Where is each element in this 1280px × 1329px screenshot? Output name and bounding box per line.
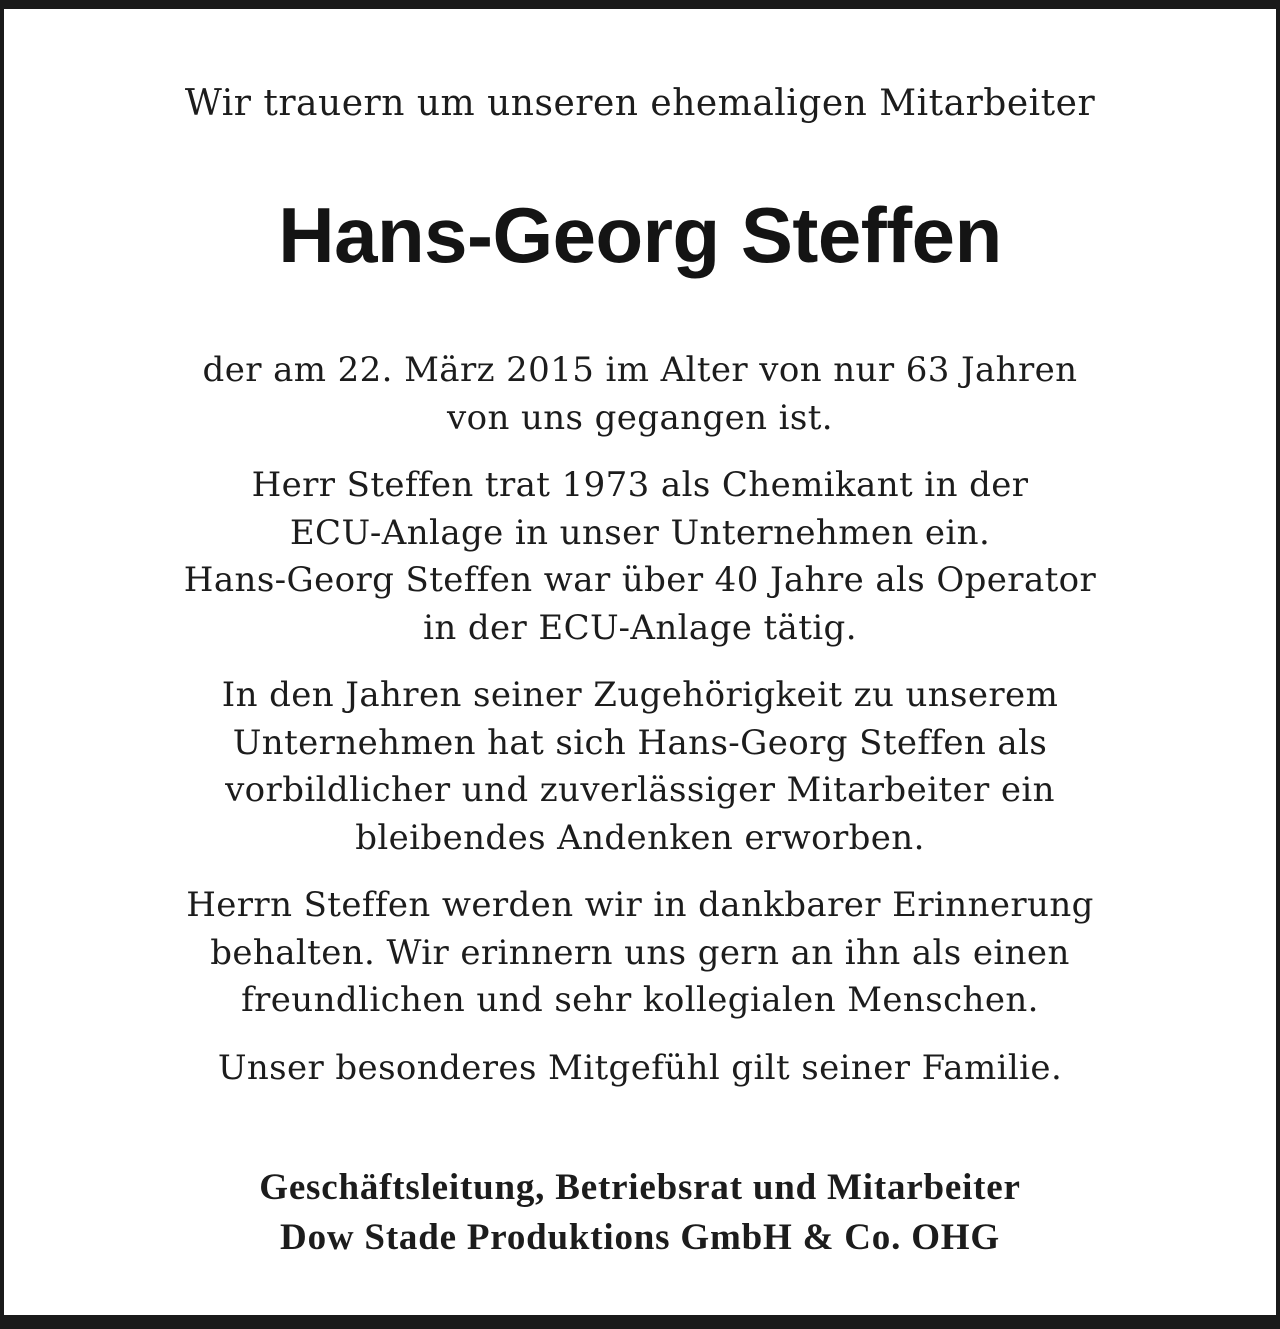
signature-line-company: Dow Stade Produktions GmbH & Co. OHG [280,1217,1000,1258]
text-line: Herrn Steffen werden wir in dankbarer Erinnerung [186,885,1094,925]
signature-block [4,1163,1276,1263]
text-line: Unternehmen hat sich Hans-Georg Steffen als [232,722,1048,763]
text-line: freundlichen und sehr kollegialen Menschen. [241,980,1039,1020]
text-line: behalten. Wir erinnern uns gern an ihn als einen [210,932,1070,973]
intro-line: Wir trauern um unseren ehemaligen Mitarbeiter [184,83,1096,124]
notice-body [64,347,1216,1112]
text-line: ECU-Anlage in unser Unternehmen ein. [289,512,991,553]
text-line: in der ECU-Anlage tätig. [423,607,857,648]
text-line: Unser besonderes Mitgefühl gilt seiner Familie. [217,1047,1063,1088]
text-line: von uns gegangen ist. [446,397,834,438]
paragraph-remembrance [64,882,1216,1025]
paragraph-tribute [64,672,1216,862]
text-line: vorbildlicher und zuverlässiger Mitarbeiter ein [225,770,1055,810]
paragraph-death-date [64,347,1216,442]
text-line: In den Jahren seiner Zugehörigkeit zu unserem [221,675,1059,715]
text-line: bleibendes Andenken erworben. [355,817,925,858]
text-line: der am 22. März 2015 im Alter von nur 63 Jahren [202,350,1078,390]
text-line: Herr Steffen trat 1973 als Chemikant in der [251,465,1029,505]
text-line: Hans-Georg Steffen war über 40 Jahre als Operator [183,560,1097,600]
paragraph-condolence [64,1045,1216,1093]
paragraph-career [64,462,1216,652]
deceased-name: Hans-Georg Steffen [278,191,1002,279]
signature-line-management: Geschäftsleitung, Betriebsrat und Mitarbeiter [259,1167,1021,1208]
